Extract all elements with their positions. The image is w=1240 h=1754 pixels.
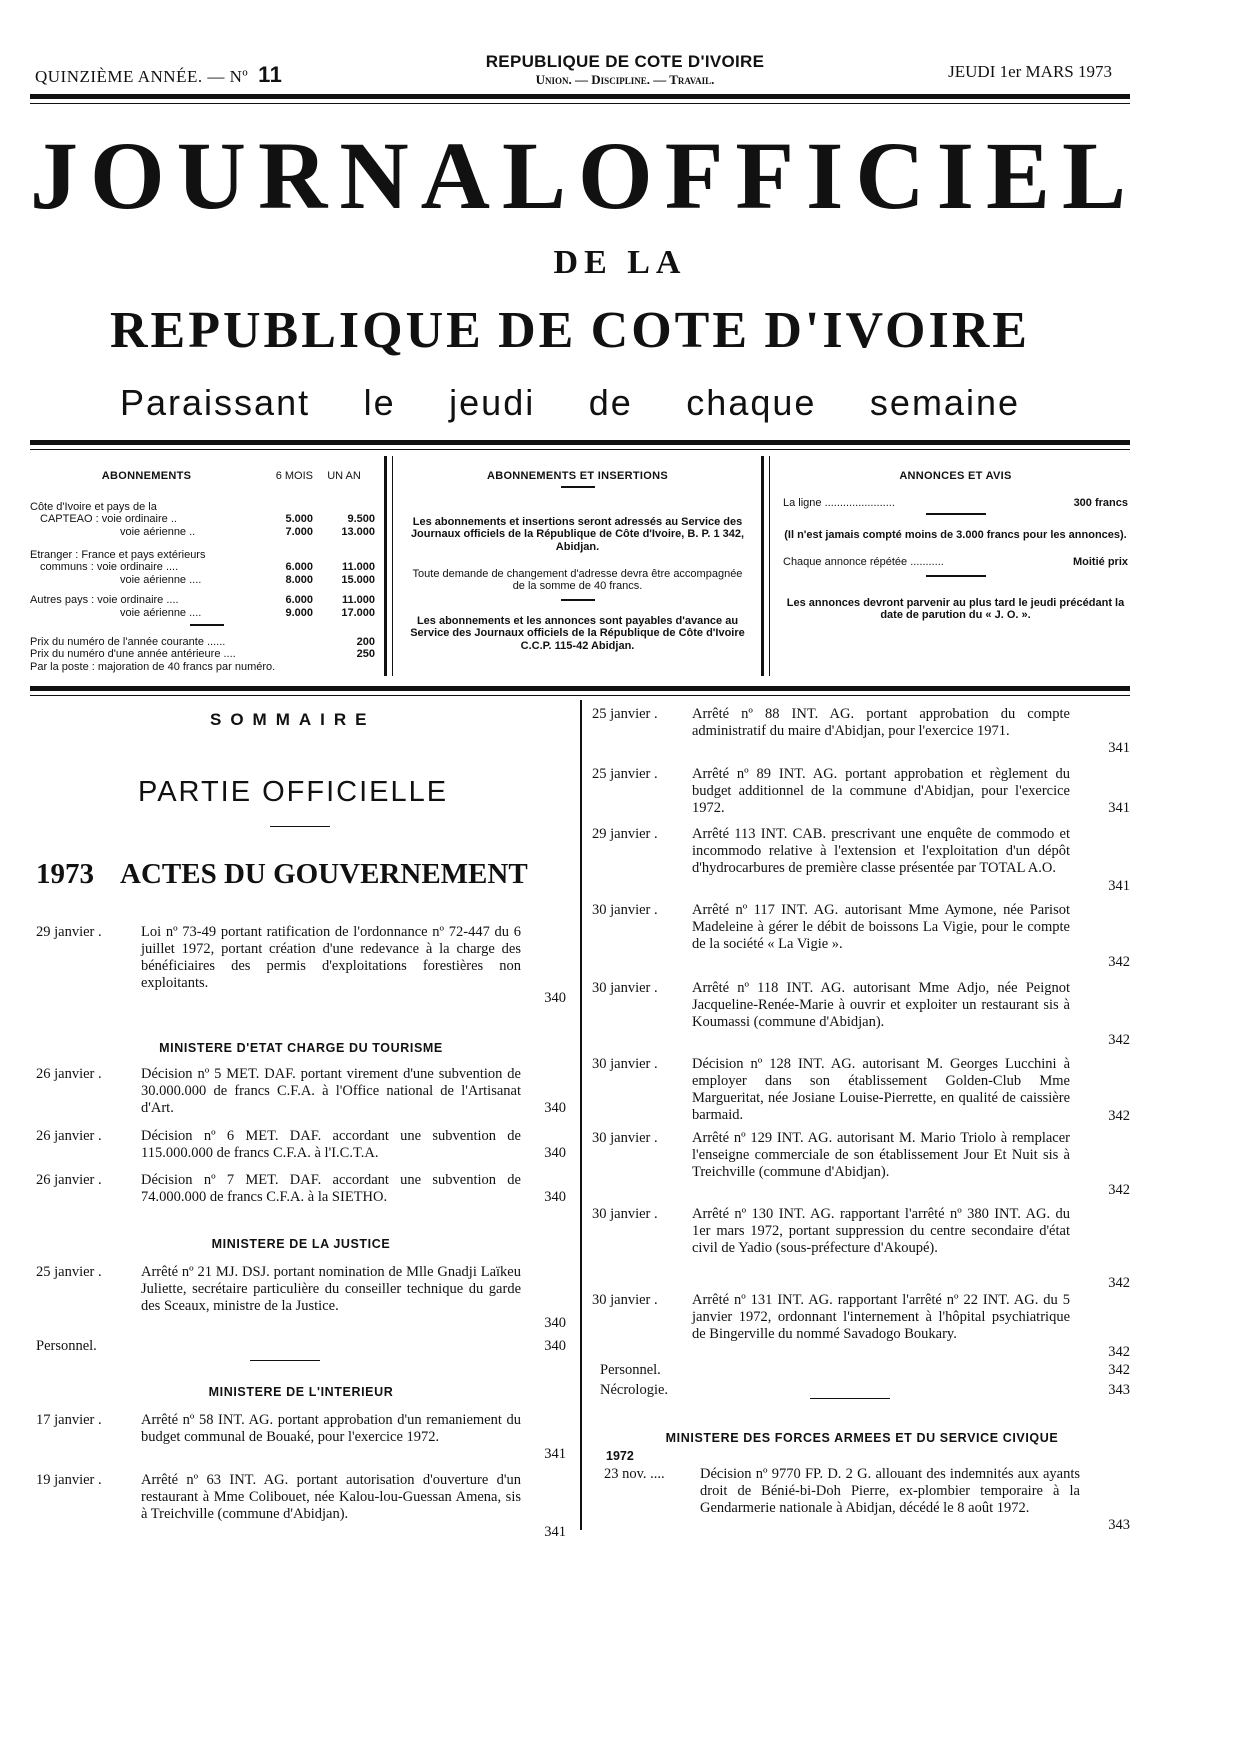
tagline-word: de — [588, 382, 633, 423]
subscription-row: Côte d'Ivoire et pays de la — [30, 500, 157, 513]
subscription-row: voie aérienne .... 9.000 17.000 — [120, 607, 375, 620]
col-6mois: 6 MOIS — [275, 470, 313, 482]
annonce-note: (Il n'est jamais compté moins de 3.000 francs pour les annonces). — [784, 529, 1127, 542]
actes-year: 1973 — [36, 858, 94, 890]
separator — [561, 486, 595, 488]
issue-date: JEUDI 1er MARS 1973 — [948, 62, 1112, 81]
separator — [190, 624, 224, 626]
list-item: 29 janvier . Arrêté 113 INT. CAB. prescrivant une enquête de commodo et incommodo relative à l'extension et l'exploitation d'un dépôt d'hydrocarbures de première classe présentée par TOTAL A.O. 341 — [592, 826, 1130, 894]
ministry-heading: MINISTERE DES FORCES ARMEES ET DU SERVICE CIVIQUE — [665, 1431, 1059, 1445]
insertions-payment: Les abonnements et les annonces sont payables d'avance au Service des Journaux officiels de la République de Côte d'Ivoire C.C.P. 115-42 Abidjan. — [410, 614, 745, 653]
price-row: Prix du numéro de l'année courante ...... 200 — [30, 635, 375, 648]
list-item: 26 janvier . Décision nº 7 MET. DAF. accordant une subvention de 74.000.000 de francs C.F.A. à la SIETHO. 340 — [36, 1172, 566, 1205]
tagline-word: Paraissant — [120, 382, 311, 423]
annonce-ligne: La ligne ....................... 300 francs — [783, 496, 1128, 509]
header-rule-thin — [30, 103, 1130, 104]
list-item: 30 janvier . Décision nº 128 INT. AG. autorisant M. Georges Lucchini à employer dans son établissement Golden-Club Mme Margueritat, née Josiane Louise-Pierrette, en qualité de caissière barmaid. 342 — [592, 1056, 1130, 1124]
subscription-row: voie aérienne .. 7.000 13.000 — [120, 525, 375, 538]
list-item: Personnel. 340 — [36, 1338, 566, 1354]
separator — [926, 513, 986, 515]
tagline-word: semaine — [869, 382, 1020, 423]
price-row: Prix du numéro d'une année antérieure .... 250 — [30, 648, 375, 661]
list-item: 17 janvier . Arrêté nº 58 INT. AG. portant approbation d'un remaniement du budget communal de Bouaké, pour l'exercice 1972. 341 — [36, 1412, 566, 1462]
box-divider — [761, 456, 764, 676]
insertions-title: ABONNEMENTS ET INSERTIONS — [486, 470, 669, 482]
separator — [561, 599, 595, 601]
list-item: Personnel. 342 — [600, 1362, 1130, 1378]
list-item: 25 janvier . Arrêté nº 89 INT. AG. portant approbation et règlement du budget additionnel de la commune d'Abidjan, pour l'exercice 1972. 341 — [592, 766, 1130, 816]
separator — [810, 1398, 890, 1399]
actes-heading — [36, 858, 556, 891]
column-divider — [580, 700, 582, 1530]
subscription-row: voie aérienne .... 8.000 15.000 — [120, 573, 375, 586]
masthead-word: COTE — [590, 302, 751, 359]
ministry-heading: MINISTERE DE LA JUSTICE — [211, 1237, 391, 1251]
actes-title: ACTES DU GOUVERNEMENT — [120, 858, 528, 890]
year-label: QUINZIÈME ANNÉE. — Nº — [35, 67, 249, 86]
republic-name: REPUBLIQUE DE COTE D'IVOIRE — [485, 52, 765, 71]
sommaire-heading: SOMMAIRE — [210, 710, 376, 729]
partie-rule — [270, 826, 330, 827]
ministry-year: 1972 — [606, 1449, 634, 1463]
box-divider — [392, 456, 393, 676]
list-item: 26 janvier . Décision nº 5 MET. DAF. portant virement d'une subvention de 30.000.000 de francs C.F.A. à l'Office national de l'Artisanat d'Art. 340 — [36, 1066, 566, 1116]
box-divider — [384, 456, 387, 676]
box-divider — [769, 456, 770, 676]
tagline-word: jeudi — [449, 382, 536, 423]
col-1an: UN AN — [327, 470, 361, 482]
subscription-row: Autres pays : voie ordinaire .... 6.000 11.000 — [30, 594, 375, 607]
masthead-word: D'IVOIRE — [764, 302, 1030, 359]
issue-number: 11 — [258, 62, 283, 87]
list-item: 25 janvier . Arrêté nº 88 INT. AG. portant approbation du compte administratif du maire d'Abidjan, pour l'exercice 1971. 341 — [592, 706, 1130, 756]
subscriptions-box — [30, 456, 375, 682]
insertions-address: Les abonnements et insertions seront adressés au Service des Journaux officiels de la République de Côte d'Ivoire, B. P. 1 342, Abidjan. — [410, 515, 745, 553]
tagline-word: chaque — [686, 382, 817, 423]
annonce-repeat: Chaque annonce répétée ........... Moitié prix — [783, 555, 1128, 568]
masthead-tagline — [120, 382, 1020, 424]
subscription-row: communs : voie ordinaire .... 6.000 11.000 — [40, 561, 375, 574]
republic-header — [440, 52, 810, 88]
subscription-row: CAPTEAO : voie ordinaire .. 5.000 9.500 — [40, 513, 375, 526]
tagline-word: le — [363, 382, 396, 423]
separator — [250, 1360, 320, 1361]
list-item: 30 janvier . Arrêté nº 131 INT. AG. rapportant l'arrêté nº 22 INT. AG. du 5 janvier 1972, ordonnant l'internement à l'hôpital psychiatrique de Bingerville du nommé Savadogo Boukary. 342 — [592, 1292, 1130, 1360]
subscriptions-header-row — [30, 470, 375, 483]
subscriptions-title: ABONNEMENTS — [101, 470, 192, 482]
masthead-word: DE — [498, 302, 577, 359]
annonces-title: ANNONCES ET AVIS — [899, 470, 1012, 482]
list-item: 30 janvier . Arrêté nº 129 INT. AG. autorisant M. Mario Triolo à remplacer l'enseigne commerciale de son établissement Jour Et Nuit sis à Treichville (commune d'Abidjan). 342 — [592, 1130, 1130, 1198]
header-rule — [30, 94, 1130, 99]
box-rule-thin — [30, 695, 1130, 696]
list-item: Nécrologie. 343 — [600, 1382, 1130, 1398]
box-rule — [30, 686, 1130, 691]
partie-officielle-heading: PARTIE OFFICIELLE — [138, 776, 449, 808]
masthead-rule-thin — [30, 449, 1130, 450]
list-item: 30 janvier . Arrêté nº 117 INT. AG. autorisant Mme Aymone, née Parisot Madeleine à gérer le débit de boissons La Vigie, pour le compte de la société « La Vigie ». 342 — [592, 902, 1130, 970]
list-item: 25 janvier . Arrêté nº 21 MJ. DSJ. portant nomination de Mlle Gnadji Laïkeu Juliette, secrétaire particulière du conseiller technique du garde des Sceaux, ministre de la Justice. 340 — [36, 1264, 566, 1331]
price-row: Par la poste : majoration de 40 francs par numéro. — [30, 661, 276, 674]
ministry-heading: MINISTERE D'ETAT CHARGE DU TOURISME — [159, 1041, 443, 1055]
list-item: 26 janvier . Décision nº 6 MET. DAF. accordant une subvention de 115.000.000 de francs C.F.A. à l'I.C.T.A. 340 — [36, 1128, 566, 1161]
ministry-heading: MINISTERE DE L'INTERIEUR — [208, 1385, 394, 1399]
masthead-word-journal: JOURNAL — [30, 122, 579, 229]
masthead-word: REPUBLIQUE — [110, 302, 484, 359]
issue-label — [35, 62, 282, 88]
masthead-rule — [30, 440, 1130, 445]
republic-motto: Union. — Discipline. — Travail. — [535, 72, 715, 87]
subscription-row: Etranger : France et pays extérieurs — [30, 548, 206, 561]
list-item: 23 nov. .... Décision nº 9770 FP. D. 2 G. allouant des indemnités aux ayants droit de Bénié-bi-Doh Pierre, ex-plombier temporaire à la Gendarmerie nationale à Abidjan, décédé le 8 août 1972. 343 — [604, 1466, 1130, 1533]
list-item: 19 janvier . Arrêté nº 63 INT. AG. portant autorisation d'ouverture d'un restaurant à Mme Colibouet, née Kalou-lou-Guessan Amena, sis à Treichville (commune d'Abidjan). 341 — [36, 1472, 566, 1540]
insertions-box — [405, 456, 750, 682]
masthead-republique — [110, 302, 1030, 359]
annonce-deadline: Les annonces devront parvenir au plus tard le jeudi précédant la date de parution du « J. O. ». — [786, 596, 1125, 622]
list-item: 30 janvier . Arrêté nº 118 INT. AG. autorisant Mme Adjo, née Peignot Jacqueline-Renée-Marie à ouvrir et exploiter un restaurant sis à Koumassi (commune d'Abidjan). 342 — [592, 980, 1130, 1048]
insertions-change: Toute demande de changement d'adresse devra être accompagnée de la somme de 40 francs. — [412, 567, 743, 593]
masthead-word-officiel: OFFICIEL — [578, 122, 1139, 229]
list-item: 30 janvier . Arrêté nº 130 INT. AG. rapportant l'arrêté nº 380 INT. AG. du 1er mars 1972, portant suppression du centre secondaire d'état civil de Yadio (sous-préfecture d'Akoupé). 342 — [592, 1206, 1130, 1291]
list-item: 29 janvier . Loi nº 73-49 portant ratification de l'ordonnance nº 72-447 du 6 juillet 1972, portant création d'une redevance à la charge des bénéficiaires des permis d'exploitations forestières non exploitants. 340 — [36, 924, 566, 1006]
separator — [926, 575, 986, 577]
masthead-title — [30, 122, 1139, 229]
annonces-box — [783, 456, 1128, 682]
masthead-de-la: DE LA — [553, 244, 687, 281]
